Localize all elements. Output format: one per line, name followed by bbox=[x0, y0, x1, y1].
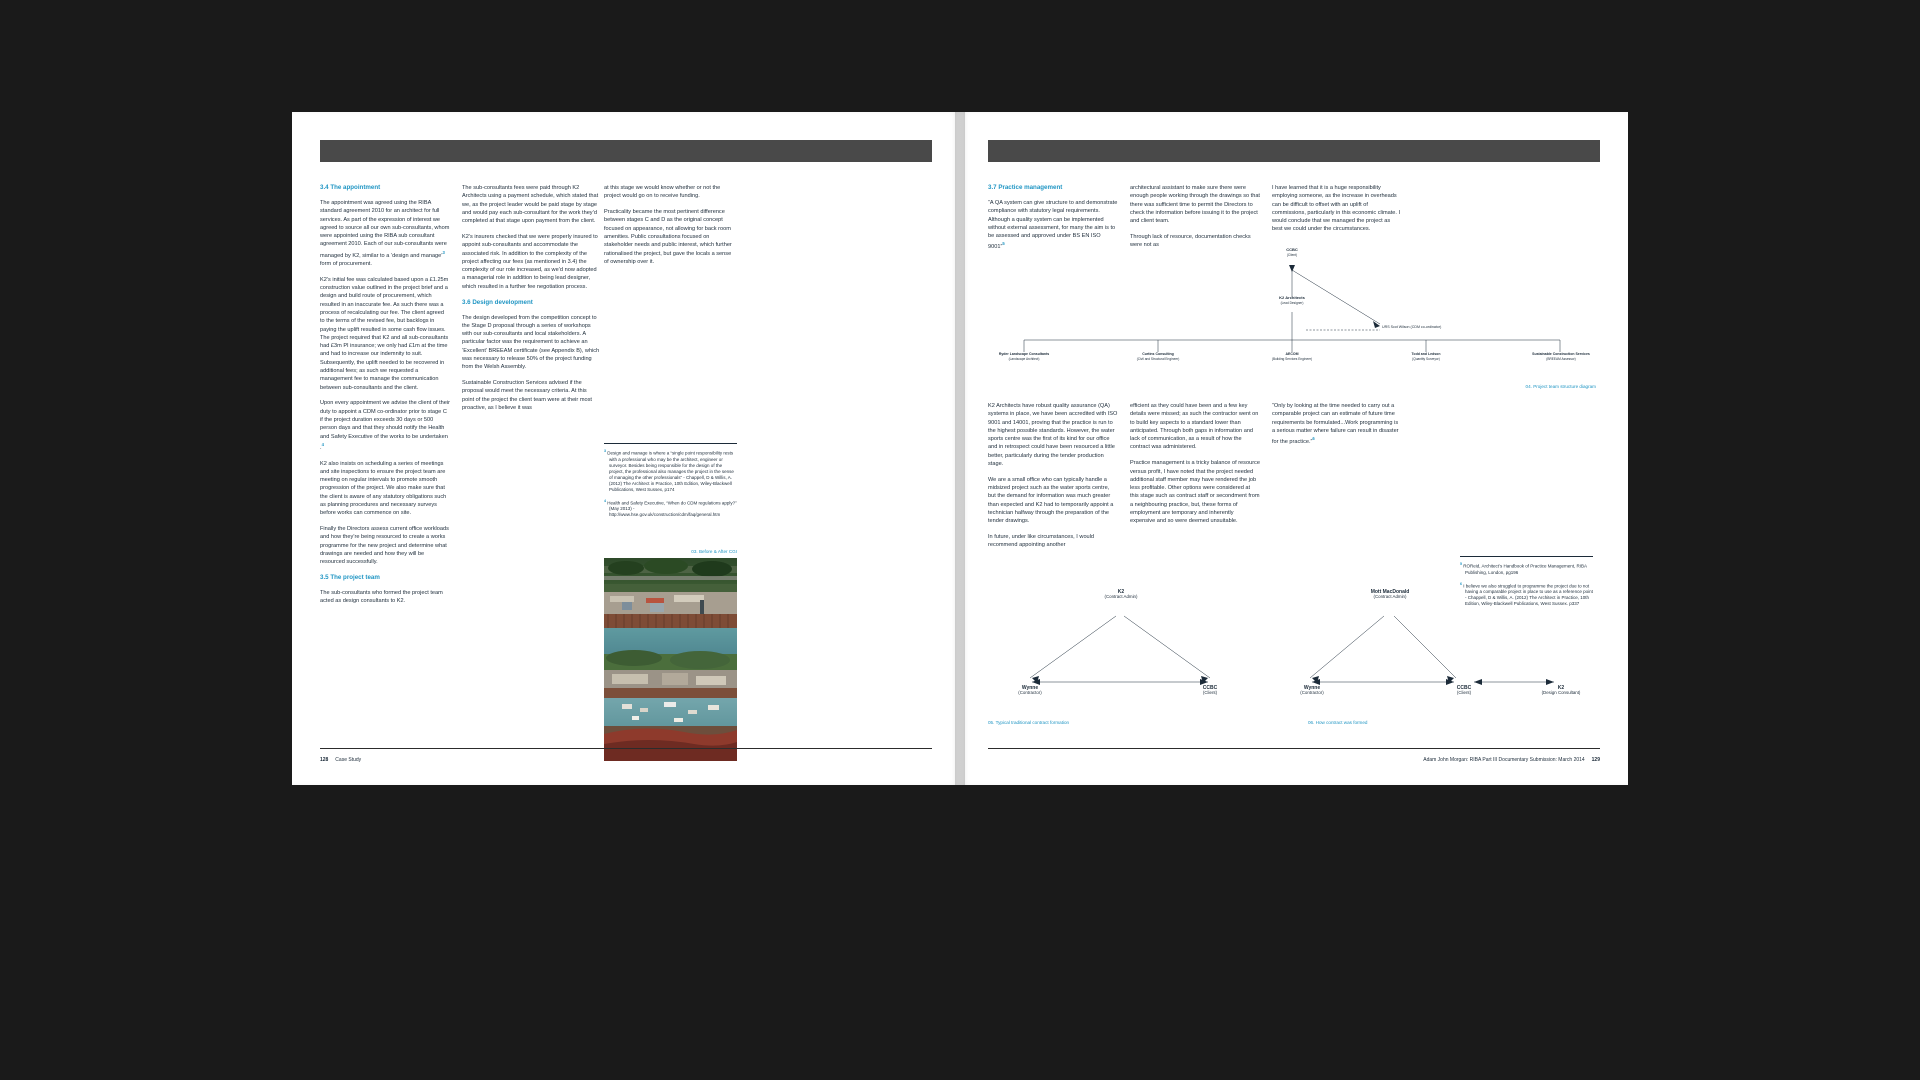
footnote-divider bbox=[604, 443, 737, 444]
paragraph bbox=[988, 199, 1118, 252]
page-header-bar bbox=[988, 140, 1600, 162]
footnote-item bbox=[1460, 561, 1593, 576]
figure-caption-04: 04. Project team structure diagram bbox=[1525, 384, 1596, 389]
pull-quote-text: “Only by looking at the time needed to carry out a comparable project can an estimate of future time requirements be formulated...Work programming is a serious matter where failure can result in disaster for the practice.” bbox=[1272, 403, 1399, 446]
node-role: (Contract Admin) bbox=[1373, 593, 1407, 599]
paragraph: We are a small office who can typically handle a midsized project such as the water sports centre, but the demand for information was much greater than expected and K2 had to temporarily appoint a technician halfway through the preparation of the tender drawings. bbox=[988, 476, 1114, 525]
diagram-node-wynne-contractor-right bbox=[1276, 686, 1348, 695]
right-bottom-column-1 bbox=[988, 402, 1118, 557]
paragraph-text: form of procurement. bbox=[320, 260, 372, 267]
paragraph-text: Upon every appointment we advise the client of their duty to appoint a CDM co-ordinator prior to stage C if the project duration exceeds 30 days or 500 person days and that they should notify the Health and Safety Executive of the works to be undertaken . bbox=[320, 400, 450, 451]
footnote-number: 4 bbox=[604, 498, 606, 503]
node-role: (Quantity Surveyor) bbox=[1412, 356, 1440, 361]
node-title: URS Scot Wilson (CDM co-ordinator) bbox=[1382, 325, 1442, 329]
paragraph: K2 also insists on scheduling a series of meetings and site inspections to ensure the project team are meeting on regular intervals to promote smooth progression of the project. We also make sure that the client is aware of any statutory obligations such as planning procedures and necessary surveys before works can commence on site. bbox=[320, 460, 447, 517]
figure-caption-06: 06. How contract was formed bbox=[1308, 720, 1368, 725]
diagram-node-civil-structural-engineer bbox=[1108, 352, 1208, 361]
diagram-node-client bbox=[1262, 248, 1322, 257]
node-title: CCBC bbox=[1202, 685, 1218, 691]
node-title: Wynne bbox=[1303, 685, 1321, 691]
section-heading-3-4: 3.4 The appointment bbox=[320, 184, 381, 191]
figure-caption-03: 03. Before & After CGI bbox=[691, 549, 737, 554]
diagram-node-cdm-coordinator bbox=[1382, 325, 1532, 330]
left-page-footer bbox=[320, 757, 361, 763]
node-role: (Contractor) bbox=[1300, 689, 1324, 695]
footnote-ref-4[interactable]: 4 bbox=[321, 441, 324, 447]
node-role: (Lead Designer) bbox=[1280, 300, 1304, 305]
construction-site-photo bbox=[604, 558, 737, 761]
footer-divider bbox=[320, 748, 932, 749]
footnote-ref-6[interactable]: 6 bbox=[1312, 436, 1315, 442]
node-title: CCBC bbox=[1286, 247, 1298, 252]
footnote-number: 5 bbox=[1460, 562, 1462, 566]
paragraph: The sub-consultants fees were paid through K2 Architects using a payment schedule, which stated that we, as the project leader would be paid stage by stage and would pay each sub-consultant for the work they’d completed at that stage upon payment from the client. bbox=[462, 185, 599, 225]
footnote-ref-5[interactable]: 5 bbox=[1002, 241, 1005, 247]
node-role: (Contract Admin) bbox=[1104, 593, 1138, 599]
footnote-text: I believe we also struggled to programme the project due to not having a comparable project in place to use as a reference point - Chappell, D & Willis, A. (2012) The Architect in Practice, 10th Edition, Wiley-Blackwell Publications, West Sussex. p337 bbox=[1463, 583, 1593, 606]
left-column-3 bbox=[604, 184, 737, 274]
right-column-1 bbox=[988, 184, 1118, 259]
pull-quote bbox=[1272, 402, 1402, 446]
node-role: (Client) bbox=[1202, 689, 1218, 695]
node-title: Sustainable Construction Services bbox=[1532, 352, 1590, 356]
diagram-node-quantity-surveyor bbox=[1376, 352, 1476, 361]
paragraph: architectural assistant to make sure there were enough people working through the drawings so that there was sufficient time to permit the Directors to check the information before issuing it to the project and client team. bbox=[1130, 185, 1260, 225]
right-page bbox=[960, 112, 1628, 785]
diagram-node-building-services-engineer bbox=[1242, 352, 1342, 361]
paragraph: The design developed from the competition concept to the Stage D proposal through a series of workshops with our sub-consultants and local stakeholders. A particular factor was the requirement to achieve an ‘Excellent’ BREEAM certificate (see Appendix B), which was necessary to release 50% of the project funding from the Welsh Assembly. bbox=[462, 314, 600, 371]
paragraph-text: “A QA system can give structure to and demonstrate compliance with statutory legal requirements. Although a quality system can be implemented without external assessment, for many the aim is to be assessed and approved under BS EN ISO 9001” bbox=[988, 200, 1118, 251]
page-header-bar bbox=[320, 140, 932, 162]
figure-caption-05: 05. Typical traditional contract formation bbox=[988, 720, 1070, 725]
node-role: (Client) bbox=[1286, 252, 1298, 257]
footnote-number: 6 bbox=[1460, 581, 1462, 586]
diagram-node-wynne-contractor-left bbox=[994, 686, 1066, 695]
node-title: Curtins Consulting bbox=[1142, 352, 1174, 356]
left-page bbox=[292, 112, 960, 785]
diagram-node-ccbc-client-right bbox=[1428, 686, 1500, 695]
paragraph: The sub-consultants who formed the project team acted as design consultants to K2. bbox=[320, 590, 443, 605]
paragraph: In future, under like circumstances, I would recommend appointing another bbox=[988, 534, 1095, 549]
diagram-node-mott-macdonald-contract-admin bbox=[1346, 590, 1434, 599]
section-heading-3-5: 3.5 The project team bbox=[320, 574, 380, 582]
node-title: CCBC bbox=[1456, 685, 1472, 691]
footnote-number: 3 bbox=[604, 449, 606, 453]
footnote-text: Design and manage is where a “single point responsibility rests with a professional who may be the architect, engineer or surveyor. Besides being responsible for the design of the project, the professional also manages the project in the sense of managing the other professionals” - Chappell, D & Willis, A. (2012) The Architect in Practice, 10th Edition, Wiley-Blackwell Publications, West Sussex, p174 bbox=[607, 450, 734, 492]
footnote-text: Health and Safety Executive, “When do CDM regulations apply?” (May 2013) - http://www.hse.gov.uk/construction/cdm/faq/general.htm bbox=[607, 500, 737, 517]
right-page-footer bbox=[1423, 757, 1600, 763]
paragraph: Practice management is a tricky balance of resource versus profit, I have noted that the project needed additional staff member may have rendered the job less profitable. Other options were considered at this stage such as contract staff or secondment from a neighbouring practice, but, these forms of employment are temporary and inherently expensive and so were deemed unsuitable. bbox=[1130, 460, 1260, 525]
footnote-item bbox=[604, 498, 737, 519]
document-spread bbox=[292, 112, 1628, 785]
node-role: (BREEAM Assessor) bbox=[1546, 356, 1576, 361]
node-title: Wynne bbox=[1021, 685, 1039, 691]
node-title: Mott MacDonald bbox=[1370, 589, 1410, 595]
paragraph: I have learned that it is a huge responsibility employing someone, as the increase in overheads can be difficult to offset with an uplift of commissions, particularly in this economic climate. I would conclude that we managed the project as best we could under the circumstances. bbox=[1272, 185, 1401, 233]
diagram-node-ccbc-client-left bbox=[1174, 686, 1246, 695]
page-number: 129 bbox=[1591, 757, 1600, 763]
footnote-ref-3[interactable]: 3 bbox=[442, 249, 445, 255]
footnote-item bbox=[604, 448, 737, 493]
node-role: (Landscape Architect) bbox=[1008, 356, 1040, 361]
paragraph bbox=[320, 399, 450, 452]
left-page-footnotes bbox=[604, 443, 737, 523]
paragraph-text: The appointment was agreed using the RIBA standard agreement 2010 for an architect for full services. As part of the expression of interest we agreed to source all our own sub-consultants, whom were appointed using the RIBA sub consultant agreement 2010. Each of our sub-consultants were managed by K2, similar to a ‘design and manage’ bbox=[320, 200, 450, 259]
project-team-structure-diagram bbox=[988, 247, 1596, 382]
page-section-label: Case Study bbox=[335, 757, 362, 763]
diagram-node-k2-design-consultant bbox=[1518, 686, 1604, 695]
node-title: K2 bbox=[1117, 589, 1125, 595]
left-column-2 bbox=[462, 184, 600, 420]
node-role: (Client) bbox=[1456, 689, 1472, 695]
contract-formation-diagrams bbox=[988, 582, 1596, 717]
diagram-node-breeam-assessor bbox=[1506, 352, 1616, 361]
section-heading-3-7: 3.7 Practice management bbox=[988, 184, 1063, 191]
footer-divider bbox=[988, 748, 1600, 749]
paragraph: Through lack of resource, documentation checks were not as bbox=[1130, 233, 1251, 249]
node-title: K2 bbox=[1557, 685, 1565, 691]
node-role: (Contractor) bbox=[1018, 689, 1042, 695]
node-role: (Building Services Engineer) bbox=[1271, 356, 1313, 361]
diagram-node-landscape-architect bbox=[974, 352, 1074, 361]
footnote-divider bbox=[1460, 556, 1593, 557]
submission-label: Adam John Morgan: RIBA Part III Documentary Submission: March 2014 bbox=[1423, 757, 1585, 763]
paragraph: K2’s insurers checked that we were properly insured to appoint sub-consultants and accommodate the associated risk. In addition to the complexity of the project affecting our fees (as mentioned in 3.4) the complexity of our role increased, as we’d now adopted a managerial role in addition to being lead designer, which resulted in a further fee negotiation process. bbox=[462, 233, 598, 290]
diagram-node-lead-designer bbox=[1252, 296, 1332, 305]
paragraph: efficient as they could have been and a few key details were missed; as such the contractor went on to build key aspects to a standard lower than anticipated. Through both gaps in information and lack of communication, as a result of how the contract was administered. bbox=[1130, 403, 1259, 451]
node-role: (Design Consultant) bbox=[1541, 689, 1581, 695]
node-title: Todd and Ledson bbox=[1411, 352, 1441, 356]
footnote-text: ROReid, Architect’s Handbook of Practice Management, RIBA Publishing, London, pg196 bbox=[1463, 563, 1587, 575]
left-column-1 bbox=[320, 184, 450, 613]
paragraph: Practicality became the most pertinent difference between stages C and D as the original concept focused on appearance, not allowing for back room amenities. Public consultations focused on stakeholder needs and public interest, which further rationalised the project, but gave the locals a sense of ownership over it. bbox=[604, 209, 732, 265]
diagram-node-k2-contract-admin bbox=[1086, 590, 1156, 599]
paragraph bbox=[320, 199, 450, 268]
paragraph: K2 Architects have robust quality assurance (QA) systems in place, we have been accredited with ISO 9001 and 14001, proving that the practice is run to the highest possible standards. However, the water sports centre was the first of its kind for our office and in retrospect could have been resourced a little better, particularly during the tender production stage. bbox=[988, 403, 1118, 468]
node-title: AECOM bbox=[1285, 352, 1299, 356]
paragraph: at this stage we would know whether or not the project would go on to receive funding. bbox=[604, 185, 721, 200]
paragraph: K2’s initial fee was calculated based upon a £1.25m construction value outlined in the project brief and a design and build route of procurement, which resulted in an inaccurate fee. As such there was a process of recalculating our fee. The client agreed to the terms of the revised fee, but backlogs in paying the uplift resulted in some cash flow issues. The project required that K2 and all sub-consultants had £3m PI insurance; we only had £1m at the time and had to increase our indemnity to suit. Subsequently, the uplift needed to be recovered in additional fees; as such we requested a management fee to manage the communication between sub-consultants and the client. bbox=[320, 276, 449, 391]
right-column-3 bbox=[1272, 184, 1402, 241]
paragraph: Finally the Directors assess current office workloads and how they’re being resourced to create a works programme for the new project and determine what drawings are needed and how they will be resourced successfully. bbox=[320, 526, 449, 566]
paragraph: Sustainable Construction Services advised if the proposal would meet the necessary criteria. At this point of the project the client team were at their most proactive, as I believe it was bbox=[462, 380, 592, 412]
node-title: K2 Architects bbox=[1279, 295, 1305, 300]
right-column-2 bbox=[1130, 184, 1260, 257]
right-bottom-column-2 bbox=[1130, 402, 1260, 533]
section-heading-3-6: 3.6 Design development bbox=[462, 298, 533, 306]
node-role: (Civil and Structural Engineer) bbox=[1136, 356, 1180, 361]
page-number: 128 bbox=[320, 757, 329, 763]
node-title: Ryder Landscape Consultants bbox=[998, 352, 1050, 356]
